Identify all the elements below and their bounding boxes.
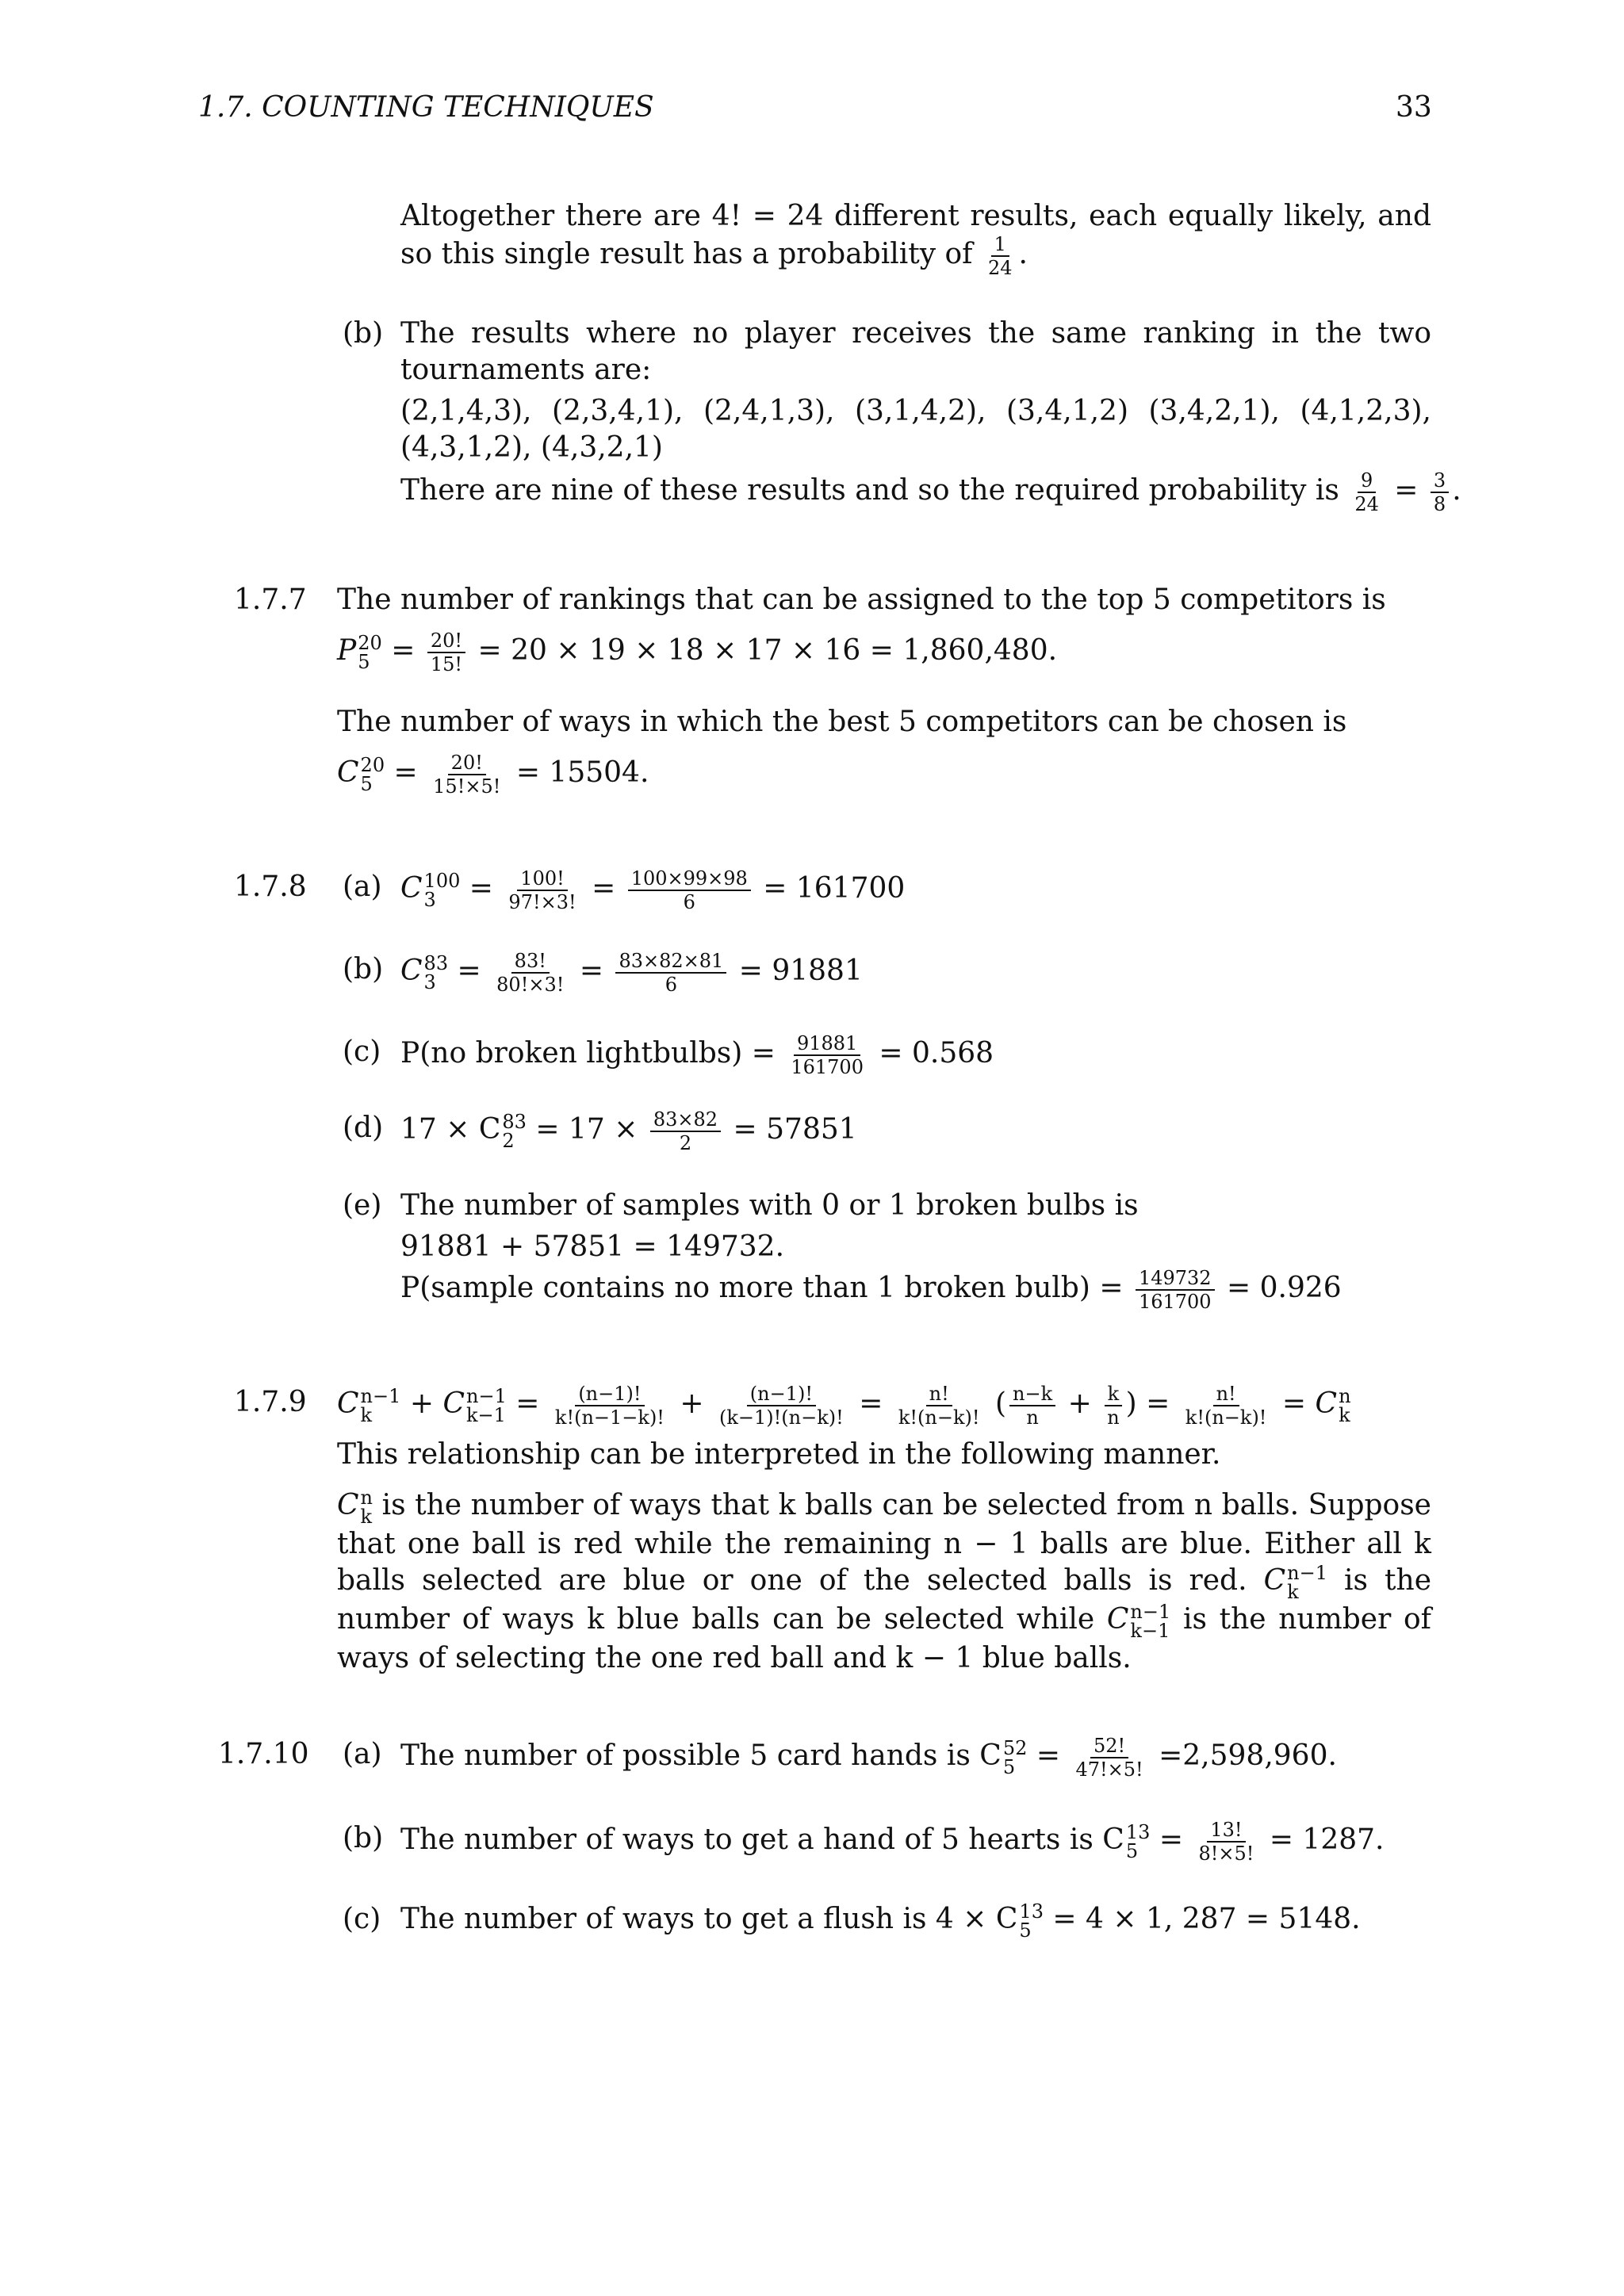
item-label-a-2: (a) (343, 1738, 382, 1770)
problem-number-1-7-9: 1.7.9 (234, 1386, 307, 1418)
q177-line2: The number of ways in which the best 5 competitors can be chosen is (337, 706, 1347, 738)
q1710-c-equation: The number of ways to get a flush is 4 × C 13 5 = 4 × 1, 287 = 5148. (400, 1900, 1361, 1942)
paragraph-text: Altogether there are 4! = 24 different results, each equally likely, and so this single result has a probability of (400, 200, 1431, 270)
paragraph-a-continuation: Altogether there are 4! = 24 different results, each equally likely, and so this single result has a probability of $\frac{1}{24}$ . (400, 200, 1431, 279)
q178-a-equation: C 100 3 = $\frac{100!}{97!\times 3!}$ = $\frac{100\times 99\times 98}{6}$ = 161700 (400, 867, 906, 913)
item-label-e: (e) (343, 1189, 382, 1222)
item-label-b-2: (b) (343, 953, 384, 985)
item-label-a: (a) (343, 871, 382, 903)
q177-combination-equation: C 20 5 = $\frac{20!}{15!\times 5!}$ = 15504. (337, 752, 649, 798)
q179-line1: This relationship can be interpreted in the following manner. (337, 1438, 1221, 1471)
q179-identity-equation: C n−1 k + C n−1 k−1 = $\frac{(n-1)!}{k!(n-1-k)!}$ + $\frac{(n-1)!}{(k-1)!(n-k)!}$ = $\frac{n!}{k!(n-k)!}$ ( $\frac{n-k}{n}$ + $\frac{k}{n}$ ) = $\frac{n!}{k!(n-k)!}$ = C n k (337, 1383, 1351, 1429)
q178-e-line3: P(sample contains no more than 1 broken bulb) = $\frac{149732}{161700}$ = 0.926 (400, 1267, 1342, 1313)
problem-number-1-7-8: 1.7.8 (234, 871, 307, 903)
q178-c-equation: P(no broken lightbulbs) = $\frac{91881}{161700}$ = 0.568 (400, 1032, 994, 1078)
q177-permutation-equation: P 20 5 = $\frac{20!}{15!}$ = 20 × 19 × 18 × 17 × 16 = 1,860,480. (337, 629, 1058, 675)
item-label-c-2: (c) (343, 1903, 381, 1935)
fraction: $\frac{1}{24}$ (987, 233, 1013, 279)
item-label-b: (b) (343, 317, 384, 350)
q179-paragraph: C n k is the number of ways that k balls can be selected from n balls. Suppose that one ball is red while the remaining n − 1 balls are blue. Either all k balls selected are blue or one of the selected balls is red. C n−1 k is the number of ways k blue balls can be selected while C n−1 k−1 is the number of ways of selecting the one red ball and k − 1 blue balls. (337, 1487, 1432, 1674)
q177-line1: The number of rankings that can be assigned to the top 5 competitors is (337, 584, 1386, 616)
q178-e-line1: The number of samples with 0 or 1 broken bulbs is (400, 1189, 1139, 1222)
q1710-b-equation: The number of ways to get a hand of 5 hearts is C 13 5 = $\frac{13!}{8!\times 5!}$ = 1287. (400, 1819, 1385, 1865)
item-label-d: (d) (343, 1112, 384, 1144)
item-label-b-3: (b) (343, 1822, 384, 1854)
page-number: 33 (1396, 91, 1432, 124)
q1710-a-equation: The number of possible 5 card hands is C 52 5 = $\frac{52!}{47!\times 5!}$ =2,598,960. (400, 1735, 1337, 1781)
q178-d-equation: 17 × C 83 2 = 17 × $\frac{83\times 82}{2}$ = 57851 (400, 1108, 857, 1154)
item-label-c: (c) (343, 1035, 381, 1068)
item-b-text: The results where no player receives the same ranking in the two tournaments are: (400, 317, 1431, 386)
problem-number-1-7-10: 1.7.10 (218, 1738, 309, 1770)
q178-b-equation: C 83 3 = $\frac{83!}{80!\times 3!}$ = $\frac{83\times 82\times 81}{6}$ = 91881 (400, 950, 863, 996)
item-b-list: (2,1,4,3), (2,3,4,1), (2,4,1,3), (3,1,4,2), (3,4,1,2) (3,4,2,1), (4,1,2,3), (4,3,1,2), (4,3,2,1) (400, 395, 1431, 464)
problem-number-1-7-7: 1.7.7 (234, 584, 307, 616)
q178-e-line2: 91881 + 57851 = 149732. (400, 1230, 785, 1263)
item-b-conclusion: There are nine of these results and so the required probability is $\frac{9}{24}$ = $\frac{3}{8}$ . (400, 469, 1461, 515)
running-header: 1.7. COUNTING TECHNIQUES (198, 91, 654, 124)
